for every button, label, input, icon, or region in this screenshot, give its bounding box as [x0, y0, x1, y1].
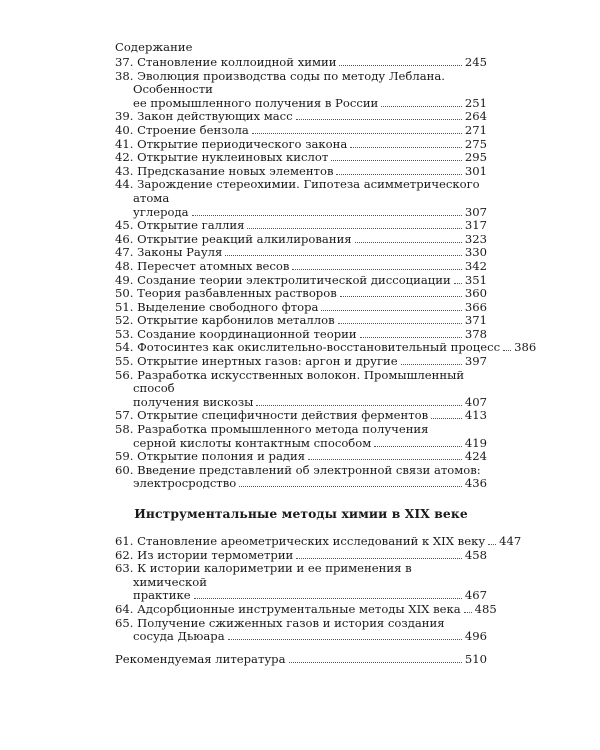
toc-entry[interactable]	[115, 219, 487, 233]
dot-leader	[431, 418, 462, 419]
dot-leader	[225, 255, 462, 256]
entry-title: углерода	[133, 204, 189, 219]
entry-title: сосуда Дьюара	[133, 629, 225, 644]
toc-entry[interactable]	[115, 246, 487, 260]
entry-page: 510	[464, 651, 487, 666]
dot-leader	[331, 160, 462, 161]
entry-title: 54. Фотосинтез как окислительно-восстановительный процесс	[115, 340, 501, 355]
entry-title: 61. Становление ареометрических исследований к XIX веку	[115, 534, 486, 548]
entry-page: 342	[464, 258, 487, 273]
entry-page: 467	[464, 588, 487, 603]
dot-leader	[454, 283, 462, 284]
entry-page: 371	[464, 313, 487, 328]
dot-leader	[296, 558, 462, 559]
dot-leader	[381, 106, 462, 107]
dot-leader	[401, 364, 462, 365]
toc-entry[interactable]	[115, 549, 487, 563]
toc-entry[interactable]	[115, 138, 487, 152]
toc-entry[interactable]	[115, 151, 487, 165]
entry-page: 436	[464, 476, 487, 491]
entry-title: 48. Пересчет атомных весов	[115, 258, 290, 273]
toc-entry[interactable]	[115, 534, 522, 549]
toc-entry[interactable]	[115, 233, 487, 247]
entry-page: 386	[514, 340, 537, 355]
entry-title-line1: 38. Эволюция производства соды по методу Леблана. Особенности	[115, 68, 445, 97]
entry-title: 49. Создание теории электролитической диссоциации	[115, 272, 451, 287]
entry-title: ее промышленного получения в России	[133, 95, 379, 110]
dot-leader	[488, 544, 496, 545]
dot-leader	[228, 639, 462, 640]
entry-page: 458	[464, 547, 487, 562]
toc-list-instrumental	[115, 534, 522, 644]
entry-page: 447	[499, 534, 522, 548]
entry-page: 251	[464, 95, 487, 110]
entry-page: 245	[464, 55, 487, 69]
toc-entry[interactable]	[115, 464, 487, 491]
entry-title: 43. Предсказание новых элементов	[115, 163, 334, 178]
entry-title: 39. Закон действующих масс	[115, 109, 293, 124]
page-header: Содержание	[115, 40, 193, 54]
entry-title: 46. Открытие реакций алкилирования	[115, 231, 352, 246]
toc-entry[interactable]	[115, 301, 487, 315]
entry-page: 413	[464, 408, 487, 423]
toc-entry[interactable]	[115, 340, 537, 355]
dot-leader	[374, 446, 462, 447]
entry-title: 47. Законы Рауля	[115, 245, 223, 260]
entry-page: 295	[464, 150, 487, 165]
toc-entry[interactable]	[115, 369, 487, 410]
dot-leader	[339, 65, 461, 66]
toc-entry[interactable]	[115, 124, 487, 138]
entry-page: 330	[464, 245, 487, 260]
toc-entry[interactable]	[115, 56, 487, 70]
toc-entry[interactable]	[115, 260, 487, 274]
dot-leader	[292, 269, 461, 270]
entry-page: 407	[464, 394, 487, 409]
dot-leader	[360, 337, 462, 338]
entry-page: 307	[464, 204, 487, 219]
dot-leader	[296, 119, 462, 120]
entry-title: 51. Выделение свободного фтора	[115, 299, 319, 314]
entry-title: 50. Теория разбавленных растворов	[115, 286, 337, 301]
table-of-contents	[115, 55, 537, 666]
dot-leader	[336, 174, 461, 175]
dot-leader	[308, 459, 462, 460]
entry-page: 351	[464, 272, 487, 287]
dot-leader	[464, 612, 472, 613]
dot-leader	[340, 296, 462, 297]
entry-title: серной кислоты контактным способом	[133, 435, 372, 450]
dot-leader	[256, 405, 461, 406]
entry-title: 37. Становление коллоидной химии	[115, 55, 337, 69]
entry-title: 55. Открытие инертных газов: аргон и другие	[115, 354, 398, 369]
toc-entry[interactable]	[115, 110, 487, 124]
entry-page: 264	[464, 109, 487, 124]
entry-page: 378	[464, 326, 487, 341]
toc-entry[interactable]	[115, 617, 487, 644]
entry-title: 59. Открытие полония и радия	[115, 449, 306, 464]
dot-leader	[503, 350, 511, 351]
dot-leader	[239, 486, 462, 487]
entry-page: 317	[464, 218, 487, 233]
dot-leader	[192, 215, 462, 216]
entry-page: 366	[464, 299, 487, 314]
entry-title: 62. Из истории термометрии	[115, 547, 294, 562]
entry-title-line1: 56. Разработка искусственных волокон. Промышленный способ	[115, 367, 465, 396]
entry-title: 42. Открытие нуклеиновых кислот	[115, 150, 329, 165]
entry-title: электросродство	[133, 476, 237, 491]
dot-leader	[350, 147, 462, 148]
toc-entry[interactable]	[115, 423, 487, 450]
toc-list-main	[115, 55, 537, 491]
toc-entry[interactable]	[115, 70, 487, 111]
toc-entry[interactable]	[115, 314, 487, 328]
entry-title-line1: 44. Зарождение стереохимии. Гипотеза асимметрического атома	[115, 177, 480, 205]
entry-page: 323	[464, 231, 487, 246]
toc-entry[interactable]	[115, 165, 487, 179]
entry-title-line1: 60. Введение представлений об электронной связи атомов:	[115, 462, 481, 477]
dot-leader	[247, 228, 461, 229]
entry-title: 53. Создание координационной теории	[115, 326, 357, 341]
toc-entry[interactable]	[115, 601, 497, 617]
entry-page: 485	[474, 601, 497, 616]
entry-page: 419	[464, 435, 487, 450]
dot-leader	[338, 323, 462, 324]
toc-entry[interactable]	[115, 287, 487, 301]
entry-page: 271	[464, 122, 487, 137]
entry-title: 52. Открытие карбонилов металлов	[115, 313, 335, 328]
toc-entry[interactable]	[115, 355, 487, 369]
entry-title: 64. Адсорбционные инструментальные методы XIX века	[115, 601, 461, 616]
entry-page: 275	[464, 136, 487, 151]
entry-title: 45. Открытие галлия	[115, 218, 245, 233]
entry-title: получения вискозы	[133, 394, 254, 409]
entry-page: 424	[464, 449, 487, 464]
entry-page: 360	[464, 286, 487, 301]
entry-title: 41. Открытие периодического закона	[115, 136, 348, 151]
entry-page: 397	[464, 354, 487, 369]
toc-entry[interactable]	[115, 178, 487, 219]
dot-leader	[194, 598, 462, 599]
entry-title-line1: 65. Получение сжиженных газов и история создания	[115, 615, 445, 630]
entry-title-line1: 58. Разработка промышленного метода получения	[115, 422, 429, 437]
entry-title: практике	[133, 588, 191, 603]
toc-entry[interactable]	[115, 409, 487, 423]
toc-entry[interactable]	[115, 450, 487, 464]
toc-entry[interactable]	[115, 274, 487, 288]
entry-title: 57. Открытие специфичности действия ферментов	[115, 408, 429, 423]
entry-title: 40. Строение бензола	[115, 122, 249, 137]
toc-entry-recommended[interactable]	[115, 653, 487, 667]
dot-leader	[252, 133, 462, 134]
entry-page: 496	[464, 629, 487, 644]
toc-entry[interactable]	[115, 562, 487, 603]
dot-leader	[355, 242, 462, 243]
dot-leader	[289, 662, 462, 663]
toc-entry[interactable]	[115, 328, 487, 342]
dot-leader	[321, 310, 461, 311]
entry-title-line1: 63. К истории калориметрии и ее применения в химической	[115, 561, 412, 589]
section-title: Инструментальные методы химии в XIX веке	[134, 506, 468, 521]
entry-page: 301	[464, 163, 487, 178]
entry-title: Рекомендуемая литература	[115, 651, 286, 666]
